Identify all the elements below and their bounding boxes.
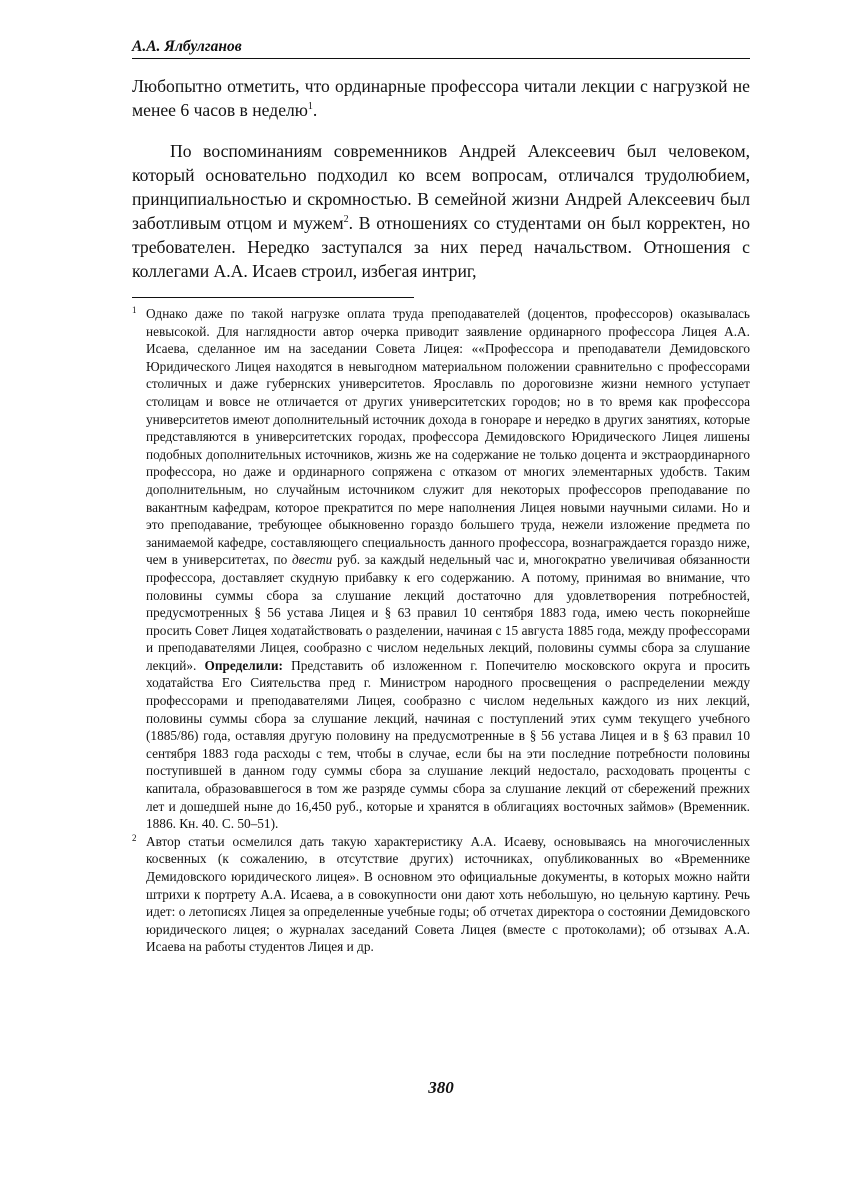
page-number: 380 bbox=[428, 1078, 454, 1097]
footnote-1 bbox=[132, 305, 750, 833]
footnote-1-text-b: руб. за каждый недельный час и, многократно увеличивая обязанности профессора, доставляет скудную прибавку к его содержанию. А потому, принимая во внимание, что половины суммы сбора за слушание лекций достаточно для удовлетворения потребностей, предусмотренных § 56 устава Лицея и § 63 правил 10 сентября 1883 года, имею честь покорнейше просить Совет Лицея ходатайствовать о разделении, начиная с 15 августа 1885 года, между профессорами и преподавателями Лицея, сообразно с числом недельных лекций, половины суммы сбора за слушание лекций». bbox=[146, 552, 750, 673]
footnote-1-text-c: Представить об изложенном г. Попечителю московского округа и просить ходатайства Его Сиятельства пред г. Министром народного просвещения о распределении между профессорами и преподавателями Лицея, сообразно с числом недельных каждого из них лекций, половины суммы сбора за слушание лекций, начиная с поступлений этих сумм текущего учебного (1885/86) года, оставляя другую половину на предусмотренные в § 56 устава Лицея и в § 63 правил 10 сентября 1883 года расходы с тем, чтобы в случае, если бы на эти последние потребности половины поступившей в данном году суммы сбора за слушание лекций недостало, расходовать проценты с капитала, образовавшегося в том же разряде суммы сбора за слушание лекций от сбережений прежних лет и дошедшей ныне до 16,450 руб., которые и хранятся в облигациях восточных займов» (Временник. 1886. Кн. 40. С. 50–51). bbox=[146, 657, 750, 832]
paragraph-1-end: . bbox=[312, 100, 318, 120]
paragraph-1 bbox=[132, 74, 750, 122]
paragraph-1-text: Любопытно отметить, что ординарные профессора читали лекции с нагрузкой не менее 6 часов в неделю bbox=[132, 76, 750, 120]
footnote-separator bbox=[132, 297, 414, 298]
footnote-1-mark: 1 bbox=[132, 305, 137, 315]
paragraph-2 bbox=[132, 139, 750, 283]
footnote-1-resolution-label: Определили: bbox=[204, 657, 283, 673]
footnote-2-mark: 2 bbox=[132, 832, 137, 843]
running-head: А.А. Ялбулганов bbox=[132, 38, 750, 59]
footnotes bbox=[132, 305, 750, 956]
paragraph-2-text-a: По воспоминаниям современников Андрей Алексеевич был человеком, который основательно подходил ко всем вопросам, отличался трудолюбием, принципиальностью и скромностью. В семейной жизни Андрей Алексеевич был заботливым отцом и мужем bbox=[132, 141, 750, 233]
footnote-2 bbox=[132, 833, 750, 956]
paragraph-2-text-b: . В отношениях со студентами он был корректен, но требователен. Нередко заступался за них перед начальством. Отношения с коллегами А.А. Исаев строил, избегая интриг, bbox=[132, 213, 751, 281]
footnote-ref-2[interactable]: 2 bbox=[343, 214, 349, 226]
footnote-2-text: Автор статьи осмелился дать такую характеристику А.А. Исаеву, основываясь на многочисленных косвенных (к сожалению, в отсутствие других) источниках, опубликованных во «Временнике Демидовского юридического лицея». В основном это официальные документы, в которых можно найти штрихи к портрету А.А. Исаева, а в совокупности они дают хоть небольшую, но цельную картину. Речь идет: о летописях Лицея за определенные учебные годы; об отчетах директора о состоянии Демидовского юридического лицея; о журналах заседаний Совета Лицея (вместе с протоколами); об отзывах А.А. Исаева на работы студентов Лицея и др. bbox=[146, 833, 750, 955]
main-text bbox=[132, 74, 750, 283]
footnote-1-text-a: Однако даже по такой нагрузке оплата труда преподавателей (доцентов, профессоров) оказывалась невысокой. Для наглядности автор очерка приводит заявление ординарного профессора Лицея А.А. Исаева, сделанное им на заседании Совета Лицея: ««Профессора и преподаватели Демидовского Юридического Лицея находятся в невыгодном материальном положении сравнительно с профессорами столичных и даже губернских университетов. Ярославль по дороговизне жизни немного уступает столицам и вовсе не отличается от других университетских городов; но в то время как профессора университетов имеют дополнительный источник дохода в гонораре и нередко в других занятиях, которые представляются в университетских городах, профессора Демидовского Юридического Лицея лишены подобных дополнительных источников, жизнь же на содержание не только доцента и экстраординарного профессора, но даже и ординарного сопряжена с отказом от многих элементарных удобств. Таким дополнительным, но случайным источником служит для некоторых профессоров преподавание по вакантным кафедрам, которое прекратится по мере наполнения Лицея новыми научными силами. Но и это преподавание, требующее обыкновенно гораздо большего труда, нежели изложение предмета по занимаемой кафедре, составляющего специальность данного профессора, вознаграждается гораздо ниже, чем в университетах, по bbox=[146, 306, 750, 568]
footnote-ref-1[interactable]: 1 bbox=[307, 101, 313, 113]
footnote-1-emphasis: двести bbox=[291, 552, 333, 568]
